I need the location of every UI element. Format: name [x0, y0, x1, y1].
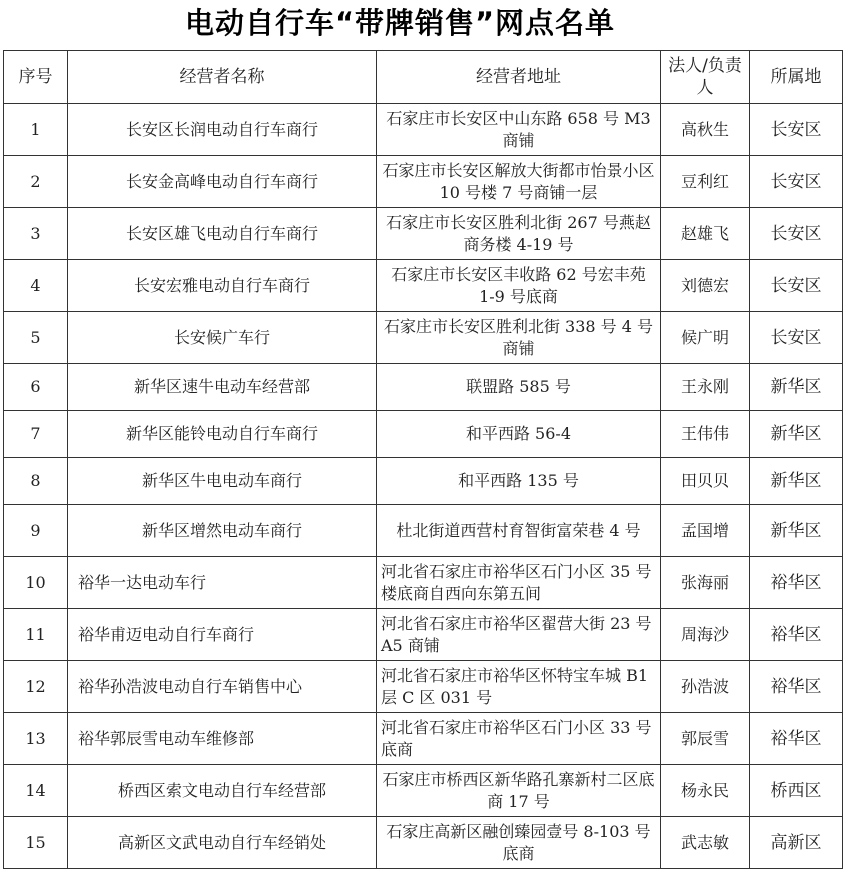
- cell-index: 15: [4, 817, 68, 869]
- cell-district: 高新区: [750, 817, 843, 869]
- table-row: [4, 713, 843, 765]
- cell-address: 河北省石家庄市裕华区石门小区 33 号底商: [377, 713, 661, 765]
- cell-district: 新华区: [750, 411, 843, 458]
- cell-name: 新华区增然电动车商行: [68, 505, 377, 557]
- cell-legal-person: 王伟伟: [661, 411, 750, 458]
- cell-name: 长安区雄飞电动自行车商行: [68, 208, 377, 260]
- cell-district: 裕华区: [750, 713, 843, 765]
- table-row: [4, 156, 843, 208]
- table-row: [4, 557, 843, 609]
- cell-district: 新华区: [750, 458, 843, 505]
- table-row: [4, 104, 843, 156]
- cell-district: 新华区: [750, 364, 843, 411]
- cell-index: 10: [4, 557, 68, 609]
- cell-index: 3: [4, 208, 68, 260]
- header-district: 所属地: [750, 51, 843, 104]
- cell-legal-person: 田贝贝: [661, 458, 750, 505]
- cell-legal-person: 王永刚: [661, 364, 750, 411]
- cell-index: 1: [4, 104, 68, 156]
- page-title: 电动自行车“带牌销售”网点名单: [184, 6, 616, 40]
- header-address: 经营者地址: [377, 51, 661, 104]
- cell-address: 石家庄市桥西区新华路孔寨新村二区底商 17 号: [377, 765, 661, 817]
- cell-address: 石家庄市长安区胜利北街 338 号 4 号商铺: [377, 312, 661, 364]
- cell-district: 裕华区: [750, 557, 843, 609]
- cell-address: 石家庄市长安区中山东路 658 号 M3 商铺: [377, 104, 661, 156]
- cell-district: 长安区: [750, 104, 843, 156]
- cell-address: 和平西路 135 号: [377, 458, 661, 505]
- cell-legal-person: 武志敏: [661, 817, 750, 869]
- cell-name: 新华区牛电电动车商行: [68, 458, 377, 505]
- cell-legal-person: 孟国增: [661, 505, 750, 557]
- header-index: 序号: [4, 51, 68, 104]
- cell-legal-person: 高秋生: [661, 104, 750, 156]
- cell-address: 石家庄市长安区解放大街都市怡景小区 10 号楼 7 号商铺一层: [377, 156, 661, 208]
- cell-name: 裕华孙浩波电动自行车销售中心: [68, 661, 377, 713]
- cell-legal-person: 周海沙: [661, 609, 750, 661]
- cell-district: 裕华区: [750, 661, 843, 713]
- cell-district: 裕华区: [750, 609, 843, 661]
- cell-name: 裕华甫迈电动自行车商行: [68, 609, 377, 661]
- cell-legal-person: 豆利红: [661, 156, 750, 208]
- cell-index: 8: [4, 458, 68, 505]
- cell-district: 桥西区: [750, 765, 843, 817]
- cell-legal-person: 杨永民: [661, 765, 750, 817]
- table-row: [4, 411, 843, 458]
- table-row: [4, 609, 843, 661]
- cell-name: 长安区长润电动自行车商行: [68, 104, 377, 156]
- cell-name: 新华区速牛电动车经营部: [68, 364, 377, 411]
- cell-index: 9: [4, 505, 68, 557]
- cell-legal-person: 郭辰雪: [661, 713, 750, 765]
- cell-index: 11: [4, 609, 68, 661]
- cell-name: 长安候广车行: [68, 312, 377, 364]
- cell-district: 长安区: [750, 156, 843, 208]
- cell-address: 石家庄高新区融创臻园壹号 8-103 号底商: [377, 817, 661, 869]
- cell-index: 14: [4, 765, 68, 817]
- cell-index: 12: [4, 661, 68, 713]
- cell-index: 7: [4, 411, 68, 458]
- cell-name: 长安宏雅电动自行车商行: [68, 260, 377, 312]
- table-row: [4, 260, 843, 312]
- cell-address: 联盟路 585 号: [377, 364, 661, 411]
- cell-address: 河北省石家庄市裕华区怀特宝车城 B1 层 C 区 031 号: [377, 661, 661, 713]
- cell-district: 长安区: [750, 208, 843, 260]
- cell-legal-person: 刘德宏: [661, 260, 750, 312]
- dealer-table: [3, 50, 843, 869]
- header-name: 经营者名称: [68, 51, 377, 104]
- cell-address: 石家庄市长安区胜利北街 267 号燕赵商务楼 4-19 号: [377, 208, 661, 260]
- cell-name: 裕华一达电动车行: [68, 557, 377, 609]
- cell-index: 6: [4, 364, 68, 411]
- table-row: [4, 364, 843, 411]
- cell-district: 新华区: [750, 505, 843, 557]
- table-row: [4, 505, 843, 557]
- table-header-row: [4, 51, 843, 104]
- cell-name: 高新区文武电动自行车经销处: [68, 817, 377, 869]
- cell-index: 13: [4, 713, 68, 765]
- cell-address: 和平西路 56-4: [377, 411, 661, 458]
- cell-district: 长安区: [750, 260, 843, 312]
- cell-name: 长安金高峰电动自行车商行: [68, 156, 377, 208]
- cell-legal-person: 候广明: [661, 312, 750, 364]
- cell-legal-person: 张海丽: [661, 557, 750, 609]
- cell-address: 杜北街道西营村育智街富荣巷 4 号: [377, 505, 661, 557]
- cell-name: 新华区能铃电动自行车商行: [68, 411, 377, 458]
- cell-address: 河北省石家庄市裕华区翟营大街 23 号 A5 商铺: [377, 609, 661, 661]
- header-legal-person: 法人/负责人: [661, 51, 750, 104]
- cell-index: 5: [4, 312, 68, 364]
- table-row: [4, 458, 843, 505]
- cell-address: 河北省石家庄市裕华区石门小区 35 号楼底商自西向东第五间: [377, 557, 661, 609]
- cell-index: 2: [4, 156, 68, 208]
- table-row: [4, 817, 843, 869]
- table-row: [4, 661, 843, 713]
- table-row: [4, 208, 843, 260]
- cell-name: 裕华郭辰雪电动车维修部: [68, 713, 377, 765]
- cell-address: 石家庄市长安区丰收路 62 号宏丰苑 1-9 号底商: [377, 260, 661, 312]
- cell-district: 长安区: [750, 312, 843, 364]
- table-row: [4, 312, 843, 364]
- table-row: [4, 765, 843, 817]
- cell-index: 4: [4, 260, 68, 312]
- cell-legal-person: 孙浩波: [661, 661, 750, 713]
- cell-name: 桥西区索文电动自行车经营部: [68, 765, 377, 817]
- cell-legal-person: 赵雄飞: [661, 208, 750, 260]
